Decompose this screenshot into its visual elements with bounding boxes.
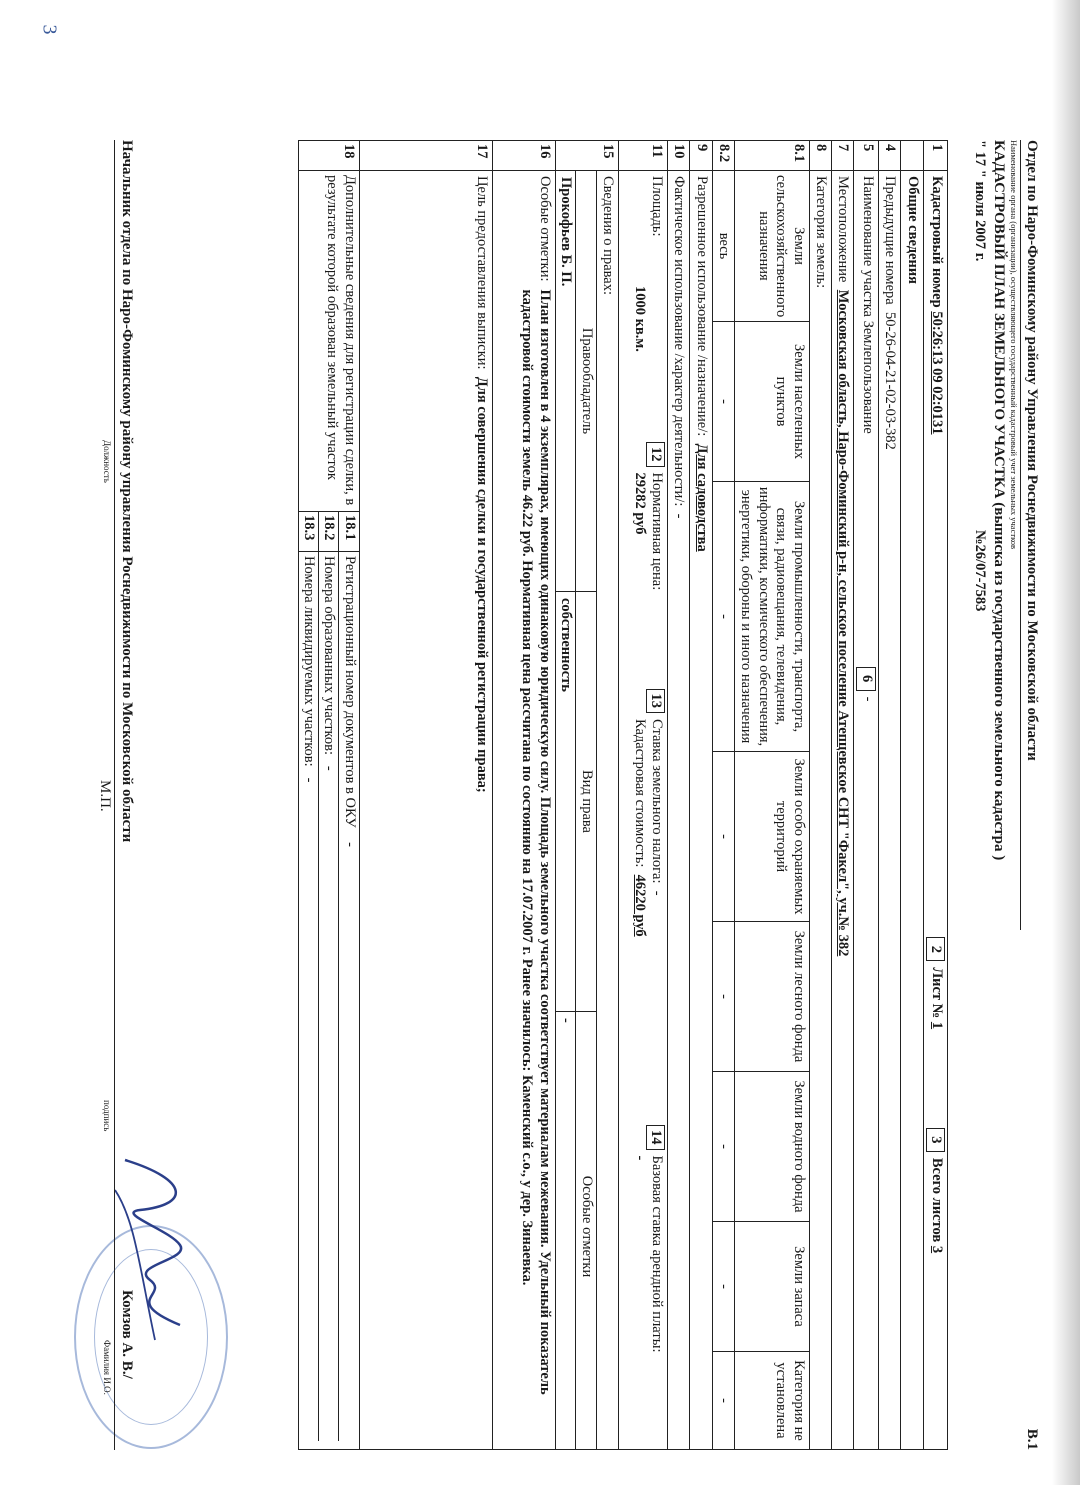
special-marks-label: Особые отметки:	[536, 176, 553, 282]
rights-head-marks: Особые отметки	[576, 1011, 595, 1441]
category-value: -	[713, 321, 734, 481]
row-number: 4	[878, 141, 900, 171]
row-number: 15	[555, 141, 618, 171]
row-content	[854, 171, 878, 1450]
category-value: -	[713, 921, 734, 1071]
land-tax-label: Ставка земельного налога:	[648, 719, 665, 884]
category-value: -	[713, 751, 734, 921]
field-13-box: 13	[646, 689, 665, 714]
parcel-name-label: Наименование участка	[859, 176, 876, 317]
land-category-label: Категория земель:	[809, 171, 831, 1450]
row-7	[832, 141, 854, 1450]
category-industry: Земли промышленности, транспорта, связи, радиовещания, телевидения, информатики, космического обеспечения, энергетики, обороны и иного назначения	[735, 481, 809, 751]
row-11	[618, 141, 667, 1450]
row-number: 10	[667, 141, 689, 171]
document-header	[940, 140, 1040, 1450]
item-number: 18.1	[341, 515, 358, 541]
organization-name: Отдел по Наро-Фоминскому району Управления Роснедвижимости по Московской области	[1024, 140, 1040, 761]
seal-place-mark: М.П.	[97, 780, 113, 812]
actual-use-value: -	[671, 513, 688, 519]
rights-marks: -	[556, 1011, 575, 1441]
sheet-number-label: Лист №	[929, 967, 945, 1019]
formed-parcels-label: Номера образованных участков:	[321, 556, 338, 755]
registration-number-row	[339, 552, 358, 1441]
field-14-box: 14	[646, 1125, 665, 1150]
land-category-values-cell	[712, 171, 734, 1450]
signature-underline	[114, 140, 115, 1450]
row-number: 7	[832, 141, 854, 171]
row-15	[555, 141, 618, 1450]
row-4	[878, 141, 900, 1450]
row-number: 9	[690, 141, 712, 171]
category-settlements: Земли населенных пунктов	[735, 321, 809, 481]
row-16	[492, 141, 555, 1450]
field-6-box: 6	[856, 667, 875, 691]
signature-icon	[100, 1150, 210, 1350]
category-value: -	[713, 1351, 734, 1449]
field-6-value: -	[859, 696, 876, 702]
row-9	[690, 141, 712, 1450]
cadastral-value-label: Кадастровая стоимость:	[631, 719, 648, 868]
cadastral-number-value: 50:26:13 09 02:0131	[929, 311, 945, 435]
position-hint: Должность	[102, 440, 112, 483]
formed-parcels-row	[319, 552, 339, 1441]
rights-head-holder: Правообладатель	[578, 327, 595, 435]
item-number: 18.3	[299, 512, 319, 551]
permitted-use-value: Для садоводства	[693, 443, 710, 552]
row-5	[854, 141, 878, 1450]
row-number: 17	[359, 141, 492, 171]
registration-number-label: Регистрационный номер документов в ОКУ	[341, 556, 358, 828]
additional-info-label: Дополнительные сведения для регистрации сделки, в результате которой образован земельный участок	[324, 175, 358, 506]
scan-edge-shadow	[1052, 0, 1080, 1485]
total-sheets-label: Всего листов	[929, 1157, 945, 1243]
row-number: 5	[854, 141, 878, 171]
organization-underline	[1020, 140, 1021, 930]
area-label: Площадь:	[648, 176, 665, 237]
row-8	[809, 141, 831, 1450]
row-content	[878, 171, 900, 1450]
liquidated-parcels-row	[299, 552, 319, 1441]
row-number: 16	[492, 141, 555, 171]
row-content	[359, 171, 492, 1450]
land-tax-value: -	[648, 890, 665, 896]
category-agricultural: Земли сельскохозяйственного назначения	[755, 175, 807, 318]
actual-use-label: Фактическое использование /характер деятельности/:	[671, 176, 688, 507]
row-content	[667, 171, 689, 1450]
official-position: Начальник отдела по Наро-Фоминскому району управления Роснедвижимости по Московской области	[119, 140, 135, 843]
row-content	[492, 171, 555, 1450]
row-number: 8.1	[735, 141, 810, 171]
row-number: 1	[923, 141, 947, 171]
total-sheets-value: 3	[929, 1245, 945, 1254]
sheet-number-value: 1	[929, 1021, 945, 1030]
row-number: 11	[618, 141, 667, 171]
rights-holder: Прокофьев Б. П.	[558, 177, 575, 287]
row-content	[618, 171, 667, 1450]
form-code: В.1	[1024, 1428, 1040, 1450]
liquidated-parcels-value: -	[300, 777, 317, 783]
row-number: 8	[809, 141, 831, 171]
category-not-set: Категория не установлена	[735, 1351, 809, 1449]
permitted-use-label: Разрешенное использование /назначение/:	[693, 176, 710, 437]
document-number: №26/07-7583	[972, 530, 988, 612]
field-2-box: 2	[926, 937, 945, 961]
field-3-box: 3	[926, 1128, 945, 1152]
formed-parcels-value: -	[321, 765, 338, 771]
category-water: Земли водного фонда	[735, 1071, 809, 1221]
row-number-empty	[901, 141, 923, 171]
row-number: 18	[298, 141, 359, 171]
row-content	[923, 171, 947, 1450]
land-category-grid-cell	[735, 171, 810, 1450]
item-number: 18.2	[319, 512, 339, 551]
purpose-value: Для совершения сделки и государственной регистрации права;	[473, 376, 490, 793]
row-18	[298, 141, 359, 1450]
document-title: КАДАСТРОВЫЙ ПЛАН ЗЕМЕЛЬНОГО УЧАСТКА (выписка из государственного земельного кадастра )	[991, 140, 1007, 861]
signature-hint: подпись	[102, 1100, 112, 1132]
name-hint: Фамилия И.О.	[102, 1340, 112, 1395]
general-heading-row	[901, 141, 923, 1450]
location-label: Местоположение	[835, 176, 852, 283]
row-number: 8.2	[712, 141, 734, 171]
category-value: -	[713, 1221, 734, 1351]
normative-price-label: Нормативная цена:	[648, 472, 665, 591]
official-name: Комзов А. В./	[119, 1290, 135, 1379]
purpose-label: Цель предоставления выписки:	[473, 176, 490, 370]
row-1	[923, 141, 947, 1450]
row-content	[690, 171, 712, 1450]
organization-hint: Наименование органа (организации), осуществляющего государственный кадастровый учет земельных участков	[1009, 140, 1019, 550]
document-date: " 17 " июля 2007 г.	[972, 140, 988, 262]
category-protected: Земли особо охраняемых территорий	[735, 751, 809, 921]
row-8-1	[735, 141, 810, 1450]
category-value: -	[713, 1071, 734, 1221]
field-12-box: 12	[646, 442, 665, 467]
previous-numbers-label: Предыдущие номера	[882, 176, 899, 305]
rights-head-type: Вид права	[576, 591, 595, 1011]
location-value: Московская область, Наро-Фоминский р-н, сельское поселение Атепцевское СНТ "Факел", уч.№ 382	[835, 289, 852, 957]
rights-type: собственность	[556, 591, 575, 1011]
liquidated-parcels-label: Номера ликвидируемых участков:	[300, 556, 317, 767]
signature-block	[97, 140, 135, 1450]
category-forest: Земли лесного фонда	[735, 921, 809, 1071]
base-rent-label: Базовая ставка арендной платы:	[648, 1155, 665, 1353]
special-marks-value: План изготовлен в 4 экземплярах, имеющих одинаковую юридическую силу. Площадь земельного участка соответствует материалам межевания. Удельный показатель кадастровой стоимости земель 46.22 руб. Нормативная цена рассчитана по состоянию на 17.07.2007 г. Ранее значилось: Каменский с.о., у дер. Зинаевка.	[519, 289, 553, 1395]
cadastral-table	[298, 140, 948, 1450]
registration-number-value: -	[341, 842, 358, 847]
normative-price-value: 29282 руб	[631, 472, 648, 535]
category-reserve: Земли запаса	[735, 1221, 809, 1351]
cadastral-value-value: 46220 руб	[631, 874, 648, 937]
rights-cell	[555, 171, 618, 1450]
cadastral-number-label: Кадастровый номер	[929, 176, 945, 308]
row-10	[667, 141, 689, 1450]
general-heading: Общие сведения	[901, 171, 923, 1450]
additional-info-cell	[298, 171, 359, 1450]
handwritten-page-mark: 3	[38, 24, 61, 35]
rights-label: Сведения о правах:	[596, 171, 618, 1449]
category-value: -	[713, 481, 734, 751]
row-content	[832, 171, 854, 1450]
parcel-name-value: Землепользование	[859, 320, 876, 434]
row-17	[359, 141, 492, 1450]
cadastral-sheet	[60, 140, 1040, 1450]
category-value: весь	[716, 232, 733, 260]
base-rent-value: -	[631, 1155, 648, 1161]
area-value: 1000 кв.м.	[631, 286, 648, 352]
row-8-2	[712, 141, 734, 1450]
previous-numbers-value: 50-26-04-21-02-03-382	[882, 311, 899, 450]
